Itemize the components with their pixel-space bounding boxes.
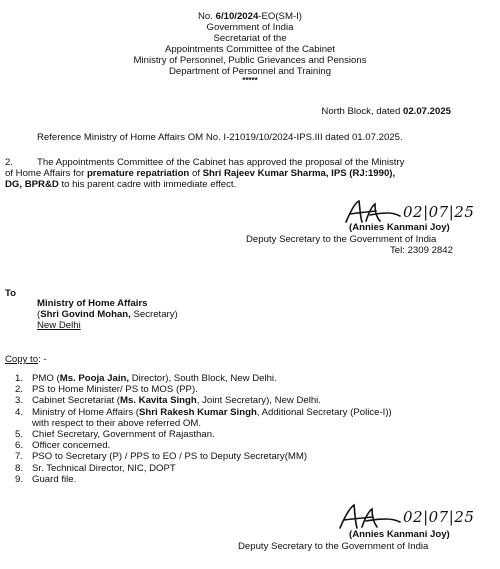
list-item: 7. PSO to Secretary (P) / PPS to EO / PS to Deputy Secretary(MM)	[15, 451, 308, 463]
list-item: 8. Sr. Technical Director, NIC, DOPT	[15, 462, 176, 474]
signature-2	[336, 502, 404, 532]
para-line-3: DG, BPR&D to his parent cadre with immediate effect.	[5, 179, 237, 190]
signature-1-date: 02|07|25	[403, 203, 475, 221]
header-ministry: Ministry of Personnel, Public Grievances and Pensions	[133, 55, 367, 66]
to-city: New Delhi	[37, 320, 81, 331]
memo-number: No. 6/10/2024-EO(SM-I)	[198, 11, 302, 22]
list-item: 4. Ministry of Home Affairs (Shri Rakesh Kumar Singh, Additional Secretary (Police-I)) with respect to their above referred OM.	[15, 406, 392, 429]
copy-to-label: Copy to: -	[5, 354, 47, 365]
list-item: 3. Cabinet Secretariat (Ms. Kavita Singh, Joint Secretary), New Delhi.	[15, 395, 321, 407]
signature-1-designation: Deputy Secretary to the Government of India	[246, 234, 437, 245]
to-person: (Shri Govind Mohan, Secretary)	[37, 309, 178, 320]
dateline-date: 02.07.2025	[402, 106, 451, 117]
signature-1-tel: Tel: 2309 2842	[390, 245, 453, 256]
signature-1-name: (Annies Kanmani Joy)	[349, 222, 450, 233]
header-stars: *****	[242, 76, 258, 85]
list-item: 9. Guard file.	[15, 473, 77, 485]
header-government: Government of India	[206, 22, 294, 33]
header-secretariat: Secretariat of the	[213, 33, 287, 44]
list-item: 2. PS to Home Minister/ PS to MOS (PP).	[15, 384, 198, 396]
list-item: 1. PMO (Ms. Pooja Jain, Director), South Block, New Delhi.	[15, 373, 277, 384]
signature-2-name: (Annies Kanmani Joy)	[349, 529, 450, 540]
signature-2-date: 02|07|25	[403, 508, 475, 526]
list-item: 6. Officer concerned.	[15, 440, 111, 452]
para-line-1: The Appointments Committee of the Cabinet has approved the proposal of the Ministry	[37, 157, 405, 168]
signature-2-designation: Deputy Secretary to the Government of India	[238, 541, 429, 552]
memo-number-bold: 6/10/2024	[215, 11, 259, 22]
para-number: 2.	[5, 157, 14, 168]
header-department: Department of Personnel and Training	[168, 66, 332, 77]
copy-to-list	[10, 373, 392, 485]
para-line-2: of Home Affairs for premature repatriation of Shri Rajeev Kumar Sharma, IPS (RJ:1990),	[5, 168, 396, 179]
list-item: 5. Chief Secretary, Government of Rajasthan.	[15, 429, 215, 441]
to-organization: Ministry of Home Affairs	[37, 298, 148, 309]
header-committee: Appointments Committee of the Cabinet	[164, 44, 336, 55]
to-label: To	[5, 288, 17, 299]
reference-line: Reference Ministry of Home Affairs OM No. I-21019/10/2024-IPS.III dated 01.07.2025.	[37, 132, 403, 143]
dateline: North Block, dated 02.07.2025	[321, 106, 451, 117]
handwritten-signature-icon	[336, 502, 404, 532]
